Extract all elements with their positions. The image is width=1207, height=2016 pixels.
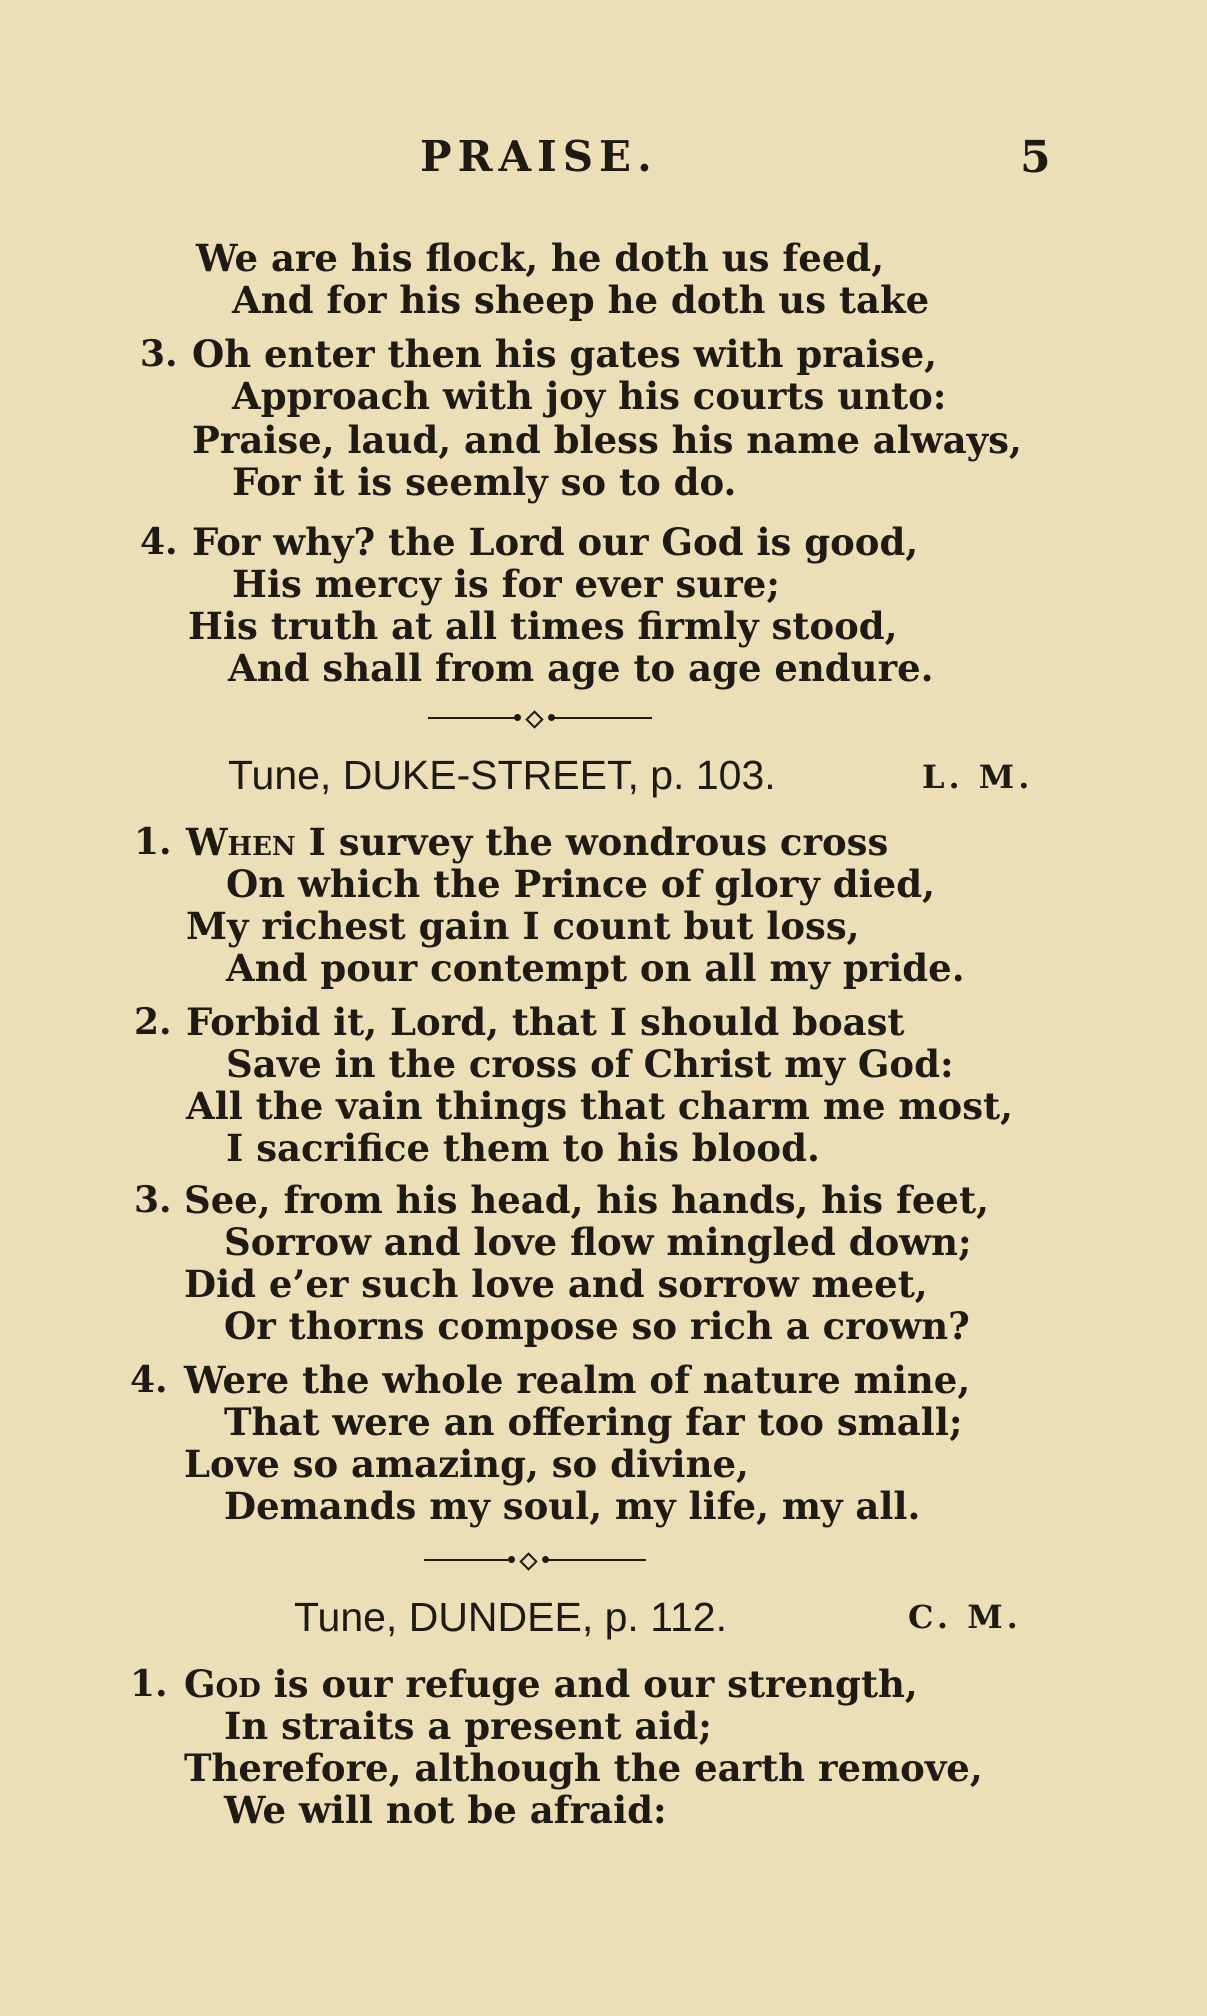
verse-number: 4.	[130, 1359, 168, 1401]
verse-line: All the vain things that charm me most,	[186, 1084, 1014, 1128]
meter-label: L. M.	[922, 758, 1034, 796]
verse-number: 1.	[130, 1663, 168, 1705]
verse-line: Therefore, although the earth remove,	[184, 1746, 983, 1790]
verse-line: See, from his head, his hands, his feet,	[184, 1178, 989, 1222]
verse-number: 3.	[134, 1179, 172, 1221]
verse-line: His mercy is for ever sure;	[232, 562, 780, 606]
verse-line: For why? the Lord our God is good,	[192, 520, 919, 564]
verse-line: Praise, laud, and bless his name always,	[192, 418, 1022, 462]
ornamental-divider	[428, 712, 652, 724]
verse-number: 4.	[140, 521, 178, 563]
tune-heading: Tune, DUNDEE, p. 112.	[294, 1594, 727, 1640]
verse-line: Approach with joy his courts unto:	[232, 374, 947, 418]
verse-first-word: When	[186, 820, 296, 864]
verse-number: 2.	[134, 1001, 172, 1043]
page-title: PRAISE.	[420, 132, 658, 181]
verse-line: Demands my soul, my life, my all.	[224, 1484, 921, 1528]
verse-line: Were the whole realm of nature mine,	[184, 1358, 971, 1402]
verse-line: And pour contempt on all my pride.	[226, 946, 965, 990]
verse-line: In straits a present aid;	[224, 1704, 712, 1748]
page-number: 5	[1020, 132, 1051, 183]
verse-number: 1.	[134, 821, 172, 863]
verse-line: Forbid it, Lord, that I should boast	[186, 1000, 905, 1044]
verse-line: And for his sheep he doth us take	[232, 278, 930, 322]
meter-label: C. M.	[908, 1598, 1022, 1636]
verse-line: My richest gain I count but loss,	[186, 904, 860, 948]
verse-line: God is our refuge and our strength,	[184, 1662, 918, 1706]
verse-line: Save in the cross of Christ my God:	[226, 1042, 954, 1086]
verse-number: 3.	[140, 333, 178, 375]
verse-line: Love so amazing, so divine,	[184, 1442, 749, 1486]
verse-line: We are his flock, he doth us feed,	[196, 236, 885, 280]
verse-line: We will not be afraid:	[224, 1788, 667, 1832]
verse-first-word: God	[184, 1662, 261, 1706]
verse-line: Sorrow and love flow mingled down;	[224, 1220, 972, 1264]
ornamental-divider	[424, 1554, 646, 1566]
verse-line: And shall from age to age endure.	[228, 646, 934, 690]
verse-line: Or thorns compose so rich a crown?	[224, 1304, 970, 1348]
verse-line: His truth at all times firmly stood,	[188, 604, 898, 648]
verse-line: When I survey the wondrous cross	[186, 820, 889, 864]
page-header	[0, 132, 1207, 192]
tune-heading: Tune, DUKE-STREET, p. 103.	[228, 752, 776, 798]
verse-line: That were an offering far too small;	[224, 1400, 963, 1444]
verse-line: Oh enter then his gates with praise,	[192, 332, 938, 376]
verse-line: On which the Prince of glory died,	[226, 862, 935, 906]
verse-line: I sacrifice them to his blood.	[226, 1126, 820, 1170]
verse-line: Did e’er such love and sorrow meet,	[184, 1262, 928, 1306]
verse-line: For it is seemly so to do.	[232, 460, 737, 504]
